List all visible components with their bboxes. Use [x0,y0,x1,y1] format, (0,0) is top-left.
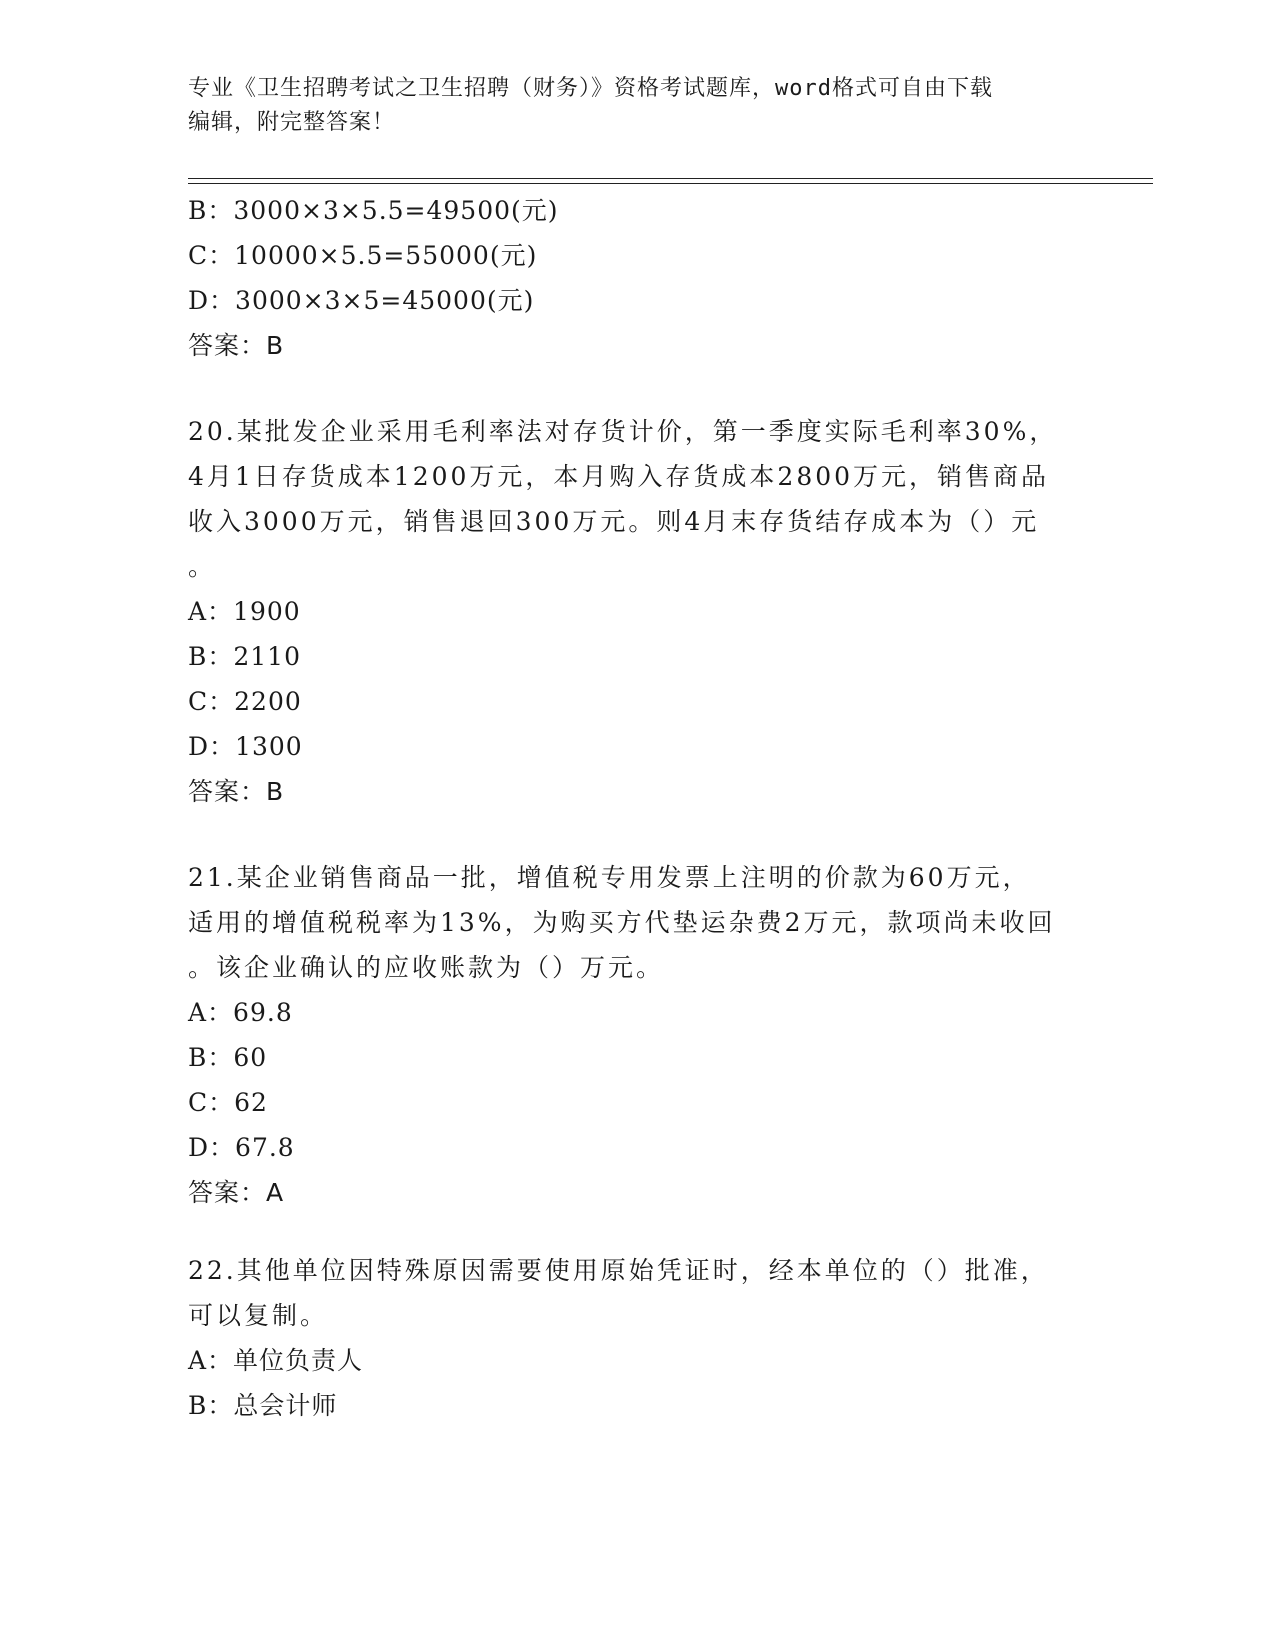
question-text-line: 21.某企业销售商品一批，增值税专用发票上注明的价款为60万元， [188,863,1031,892]
option-d: D：3000×3×5=45000(元) [188,286,535,315]
option-c: C：2200 [188,687,302,716]
question-text-line: 4月1日存货成本1200万元，本月购入存货成本2800万元，销售商品 [188,462,1050,491]
header-divider-top [188,178,1153,179]
option-a: A：单位负责人 [188,1346,364,1375]
spacer [188,368,1088,409]
question-text-line: 22.其他单位因特殊原因需要使用原始凭证时，经本单位的（）批准， [188,1256,1049,1285]
option-b: B：3000×3×5.5=49500(元) [188,196,559,225]
header-line-2: 编辑，附完整答案！ [188,110,396,135]
answer-line: 答案：A [188,1178,285,1207]
header-divider-bottom [188,183,1153,184]
option-b: B：2110 [188,642,301,671]
spacer [188,814,1088,855]
question-19-tail [188,188,1088,368]
answer-line: 答案：B [188,331,285,360]
question-text-line: 20.某批发企业采用毛利率法对存货计价，第一季度实际毛利率30%， [188,417,1058,446]
question-22 [188,1248,1088,1428]
document-body [188,188,1088,1428]
document-header [188,72,1088,140]
question-text-line: 适用的增值税税率为13%，为购买方代垫运杂费2万元，款项尚未收回 [188,908,1056,937]
option-b: B：总会计师 [188,1391,338,1420]
option-d: D：67.8 [188,1133,295,1162]
question-21 [188,855,1088,1215]
question-text-line: 。 [188,552,217,581]
question-text-line: 。该企业确认的应收账款为（）万元。 [188,953,665,982]
question-text-line: 收入3000万元，销售退回300万元。则4月末存货结存成本为（）元 [188,507,1040,536]
question-20 [188,409,1088,814]
spacer [188,1215,1088,1248]
option-c: C：62 [188,1088,268,1117]
option-a: A：69.8 [188,998,293,1027]
option-a: A：1900 [188,597,301,626]
answer-line: 答案：B [188,777,285,806]
question-text-line: 可以复制。 [188,1301,329,1330]
option-d: D：1300 [188,732,303,761]
header-line-1: 专业《卫生招聘考试之卫生招聘（财务）》资格考试题库，word格式可自由下载 [188,76,993,101]
option-c: C：10000×5.5=55000(元) [188,241,538,270]
option-b: B：60 [188,1043,268,1072]
